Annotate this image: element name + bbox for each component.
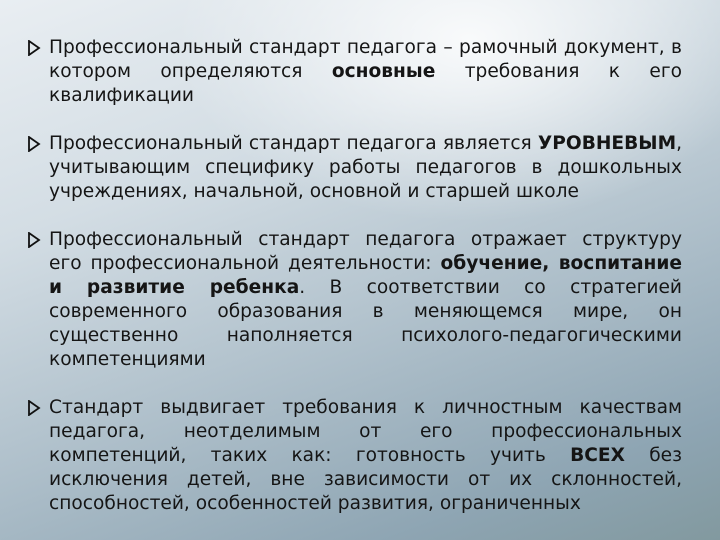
bullet-text: Стандарт выдвигает требования к личностным качествам педагога, неотделимым от его профессиональных компетенций, таких как: готовность учить	[49, 397, 682, 466]
bullet-text: требования к его квалификации	[49, 61, 682, 106]
bullet-text-bold: УРОВНЕВЫМ	[537, 133, 677, 154]
arrow-bullet-icon	[28, 232, 41, 248]
bullet-text-bold: основные	[331, 61, 436, 82]
bullet-item	[28, 396, 682, 516]
bullet-text: , учитывающим специфику работы педагогов в дошкольных учреждениях, начальной, основной и старшей школе	[49, 133, 682, 202]
bullet-text-bold: обучение, воспитание и развитие ребенка	[49, 253, 682, 298]
bullet-item	[28, 132, 682, 204]
arrow-bullet-icon	[28, 136, 41, 152]
bullet-text: Профессиональный стандарт педагога – рамочный документ, в котором определяются	[49, 37, 682, 82]
bullet-item	[28, 228, 682, 372]
bullet-text-bold: ВСЕХ	[570, 445, 625, 466]
bullet-text: без исключения детей, вне зависимости от их склонностей, способностей, особенностей развития, ограниченных	[49, 445, 682, 514]
bullet-text: Профессиональный стандарт педагога является	[49, 133, 538, 154]
arrow-bullet-icon	[28, 40, 41, 56]
arrow-bullet-icon	[28, 400, 41, 416]
bullet-item	[28, 36, 682, 108]
bullet-text: . В соответствии со стратегией современного образования в меняющемся мире, он существенно наполняется психолого-педагогическими компетенциями	[49, 277, 683, 370]
bullet-text: Профессиональный стандарт педагога отражает структуру его профессиональной деятельности:	[49, 229, 682, 274]
bullet-list	[28, 36, 682, 540]
